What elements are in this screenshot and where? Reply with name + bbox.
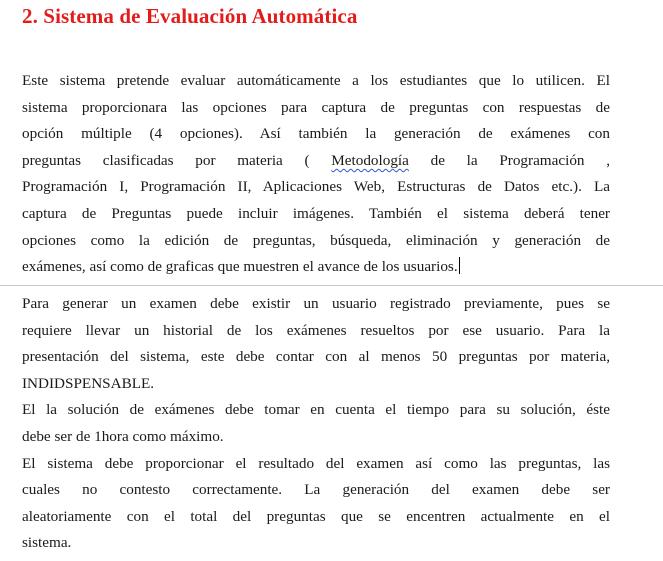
text-cursor [459,257,460,274]
text-line: opción múltiple (4 opciones). Así también la generación de exámenes con [22,125,610,143]
text-line-last [22,254,610,281]
text-line: El sistema debe proporcionar el resultado del examen así como las preguntas, las [22,454,610,472]
text-line: Este sistema pretende evaluar automáticamente a los estudiantes que lo utilicen. El [22,72,610,89]
text-fragment: preguntas clasificadas por materia ( [22,151,310,169]
text-fragment: exámenes, así como de graficas que muestren el avance de los usuarios. [22,258,458,276]
text-line: presentación del sistema, este debe contar con al menos 50 preguntas por materia, [22,348,610,366]
page-separator [0,285,663,286]
paragraph-requirements[interactable] [22,291,610,557]
spellcheck-flagged-word[interactable]: Metodología [331,151,409,169]
text-line: requiere llevar un historial de los exámenes resueltos por ese usuario. Para la [22,321,610,339]
text-fragment: de la Programación , [430,151,611,169]
text-line: El la solución de exámenes debe tomar en cuenta el tiempo para su solución, éste [22,401,610,419]
text-line-with-spellcheck [22,148,610,175]
text-line: debe ser de 1hora como máximo. [22,427,224,445]
text-line: captura de Preguntas puede incluir imágenes. También el sistema deberá tener [22,204,610,222]
text-line: cuales no contesto correctamente. La generación del examen debe ser [22,481,610,499]
text-line: opciones como la edición de preguntas, búsqueda, eliminación y generación de [22,231,610,249]
text-line: INDIDSPENSABLE. [22,374,155,392]
text-line: Programación I, Programación II, Aplicaciones Web, Estructuras de Datos etc.). La [22,178,610,196]
paragraph-description[interactable] [22,68,610,281]
text-line: sistema proporcionara las opciones para captura de preguntas con respuestas de [22,98,610,116]
text-line: sistema. [22,534,72,552]
text-line: Para generar un examen debe existir un usuario registrado previamente, pues se [22,295,610,312]
text-line: aleatoriamente con el total del preguntas que se encentren actualmente en el [22,507,610,525]
section-title: 2. Sistema de Evaluación Automática [22,4,358,28]
